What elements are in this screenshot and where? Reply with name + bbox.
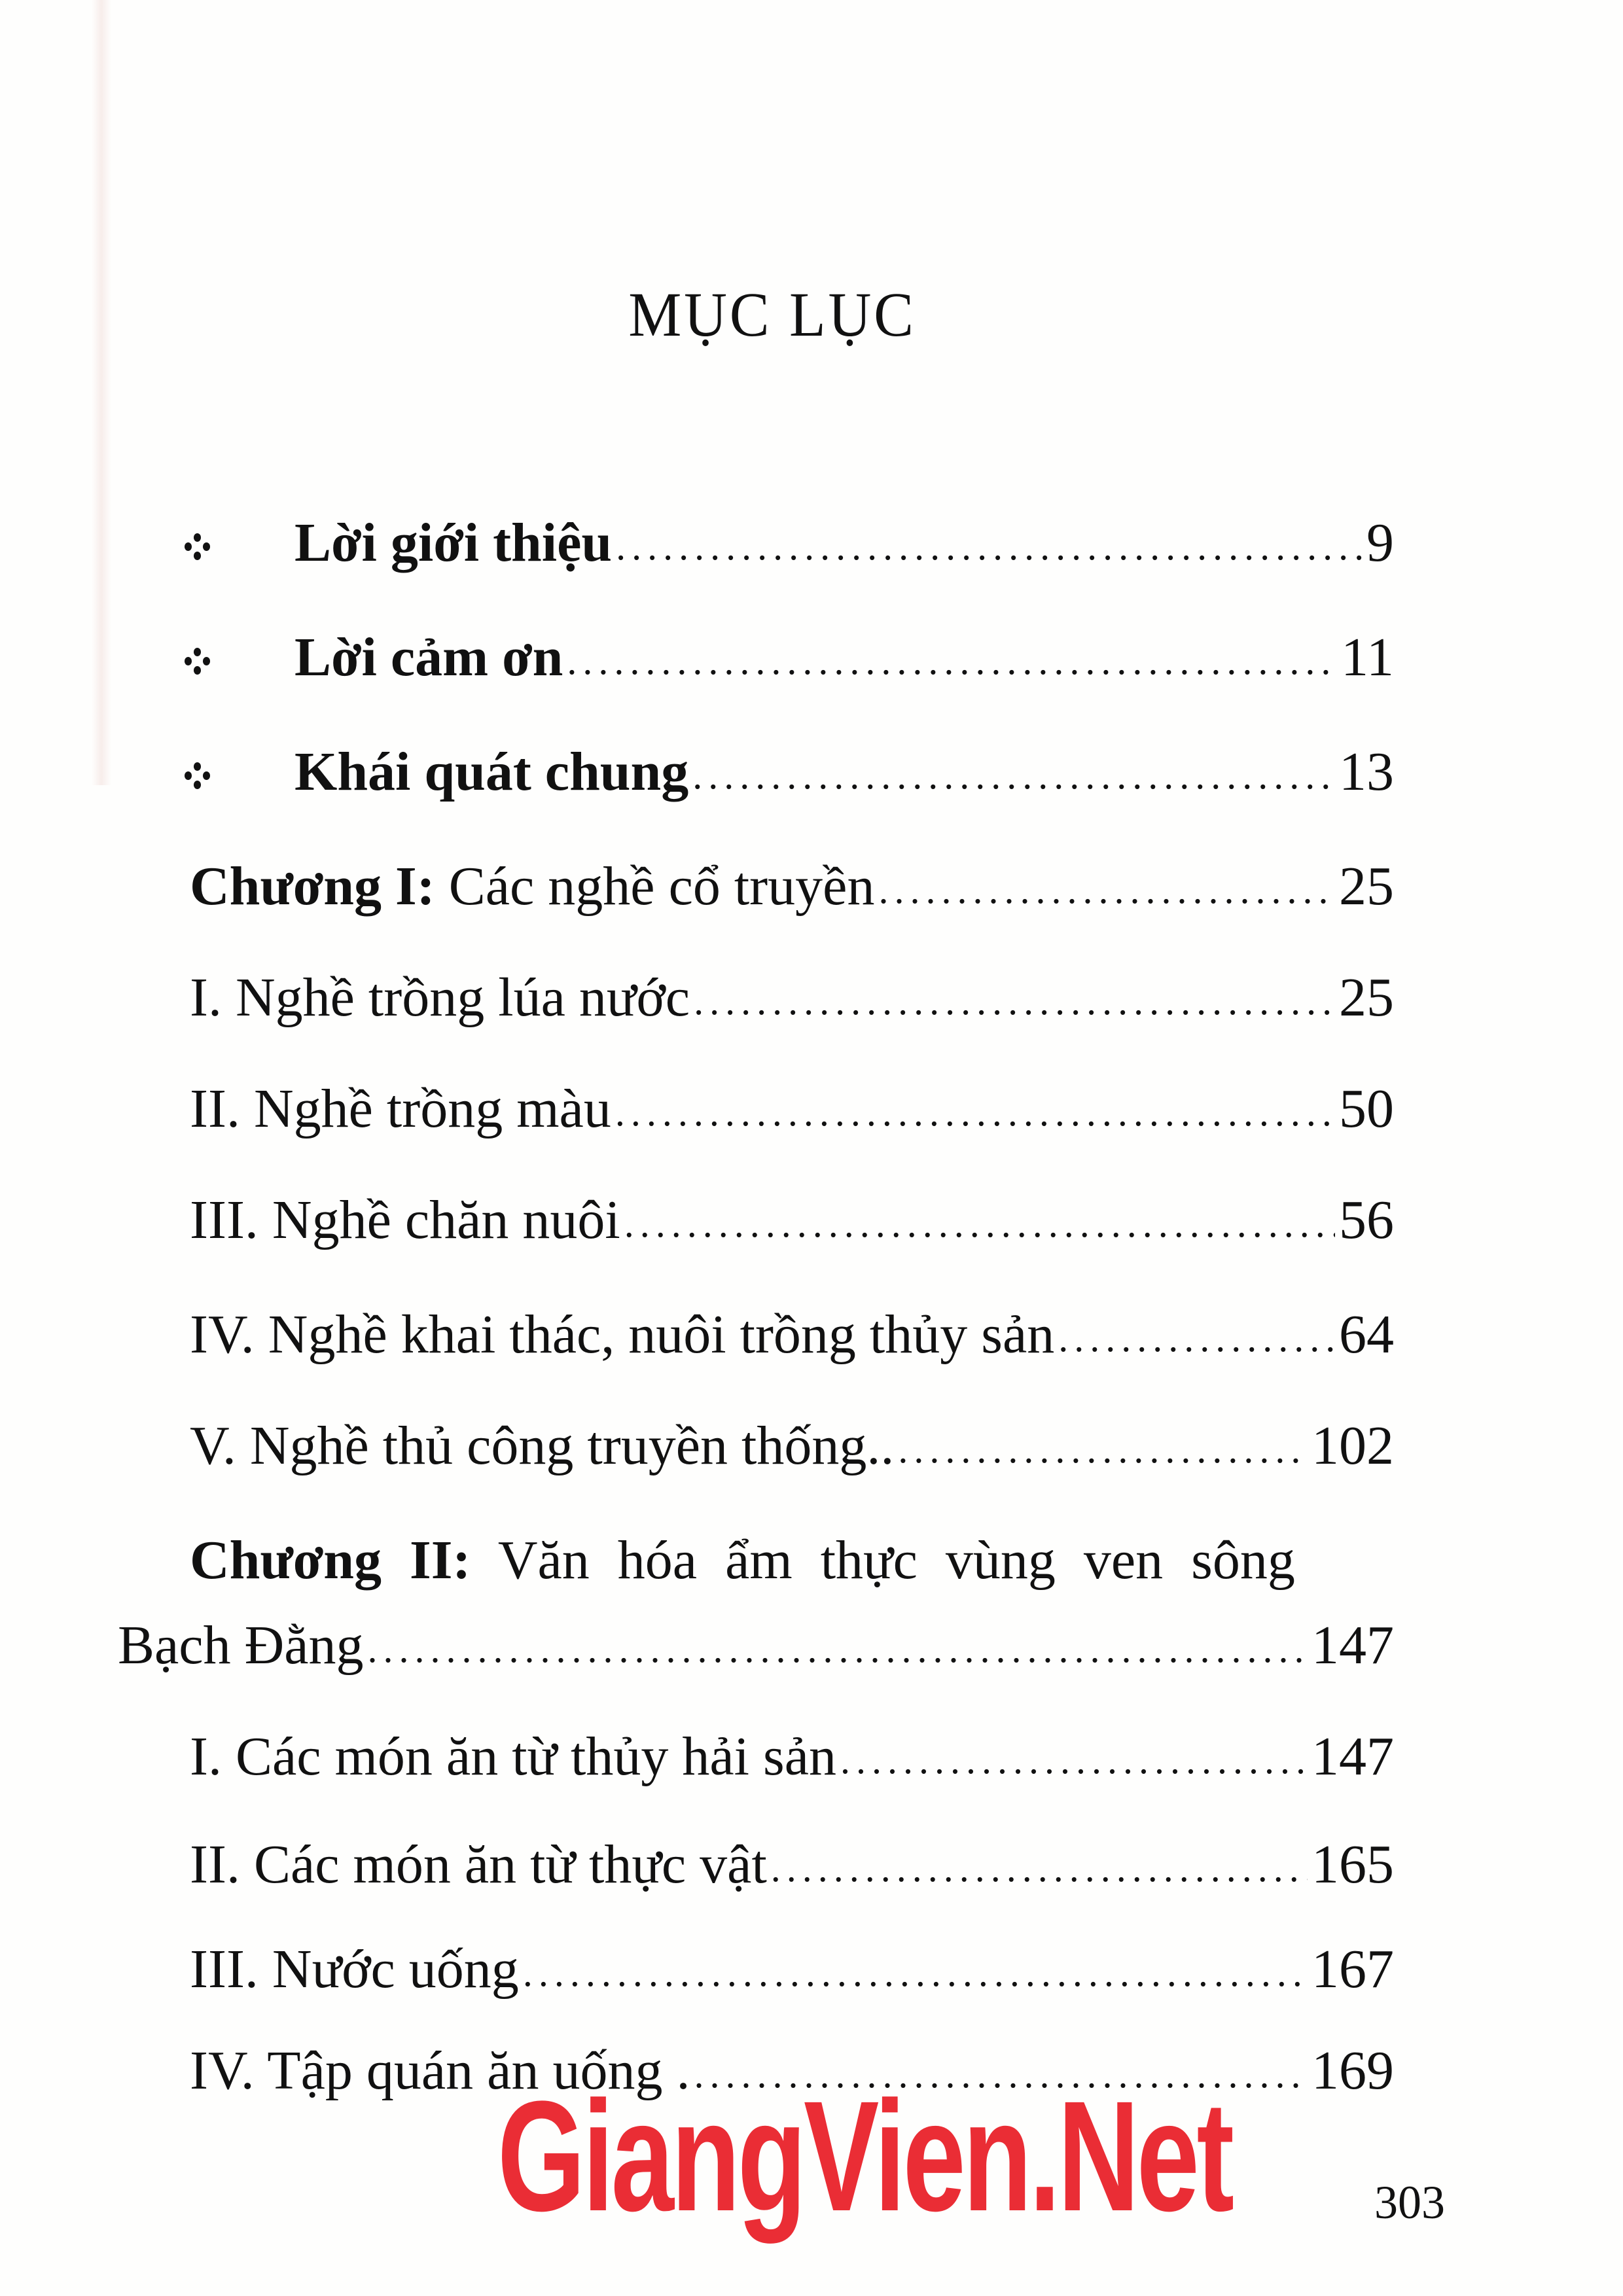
chapter-title: Các nghề cổ truyền bbox=[448, 856, 875, 917]
toc-chapter-2[interactable] bbox=[190, 1525, 1394, 1597]
page-title: MỤC LỤC bbox=[628, 279, 916, 349]
toc-section[interactable] bbox=[190, 1829, 1394, 1901]
chapter-title-continued: Bạch Đằng bbox=[118, 1615, 364, 1676]
toc-entry-page: 147 bbox=[1311, 1726, 1394, 1787]
page-number: 303 bbox=[1374, 2176, 1445, 2229]
dot-leader bbox=[567, 625, 1337, 697]
toc-chapter-2-continued[interactable] bbox=[118, 1610, 1394, 1682]
dot-leader bbox=[771, 1832, 1308, 1904]
toc-section[interactable] bbox=[190, 1721, 1394, 1793]
dot-leader bbox=[1058, 1302, 1335, 1374]
toc-entry-page: 25 bbox=[1339, 856, 1394, 917]
dot-leader bbox=[615, 1076, 1335, 1148]
toc-entry-page: 147 bbox=[1311, 1615, 1394, 1676]
toc-entry-page: 13 bbox=[1339, 741, 1394, 802]
toc-section-label: I. Các món ăn từ thủy hải sản bbox=[190, 1726, 836, 1787]
toc-entry-introduction[interactable] bbox=[190, 507, 1394, 579]
toc-section[interactable] bbox=[190, 1299, 1394, 1371]
toc-entry-page: 56 bbox=[1339, 1190, 1394, 1250]
toc-section-label: II. Nghề trồng màu bbox=[190, 1078, 611, 1139]
toc-entry-page: 169 bbox=[1311, 2040, 1394, 2101]
toc-entry-overview[interactable] bbox=[190, 736, 1394, 808]
toc-entry-page: 64 bbox=[1339, 1304, 1394, 1365]
toc-section-label: IV. Tập quán ăn uống . bbox=[190, 2040, 690, 2101]
dot-leader bbox=[694, 965, 1335, 1037]
toc-section[interactable] bbox=[190, 962, 1394, 1034]
dot-leader bbox=[898, 1413, 1308, 1485]
toc-chapter-1[interactable] bbox=[190, 851, 1394, 923]
toc-entry-page: 11 bbox=[1341, 627, 1394, 688]
toc-chapter-heading bbox=[190, 1525, 1295, 1597]
dot-leader bbox=[616, 510, 1363, 582]
toc-section[interactable] bbox=[190, 1410, 1394, 1482]
toc-chapter-heading bbox=[190, 851, 874, 923]
four-dot-diamond-bullet-icon bbox=[185, 533, 211, 559]
toc-entry-page: 102 bbox=[1311, 1415, 1394, 1476]
dot-leader bbox=[840, 1724, 1308, 1796]
toc-section-label: V. Nghề thủ công truyền thống.. bbox=[190, 1415, 895, 1476]
dot-leader bbox=[624, 1188, 1335, 1260]
toc-entry-label: Lời cảm ơn bbox=[294, 627, 563, 688]
toc-entry-page: 50 bbox=[1339, 1078, 1394, 1139]
toc-entry-acknowledgements[interactable] bbox=[190, 622, 1394, 694]
chapter-prefix: Chương II: bbox=[190, 1530, 471, 1591]
toc-section[interactable] bbox=[190, 1073, 1394, 1145]
toc-section-label: III. Nghề chăn nuôi bbox=[190, 1190, 620, 1250]
toc-entry-page: 25 bbox=[1339, 967, 1394, 1028]
toc-entry-label: Khái quát chung bbox=[294, 741, 689, 802]
toc-entry-label: Lời giới thiệu bbox=[294, 512, 613, 573]
dot-leader bbox=[878, 854, 1335, 926]
toc-entry-page: 167 bbox=[1311, 1939, 1394, 2000]
dot-leader bbox=[368, 1613, 1308, 1685]
toc-entry-page: 165 bbox=[1311, 1834, 1394, 1895]
four-dot-diamond-bullet-icon bbox=[185, 648, 211, 674]
four-dot-diamond-bullet-icon bbox=[185, 762, 211, 788]
watermark-logo: GiangVien.Net bbox=[497, 2068, 1232, 2244]
dot-leader bbox=[692, 739, 1335, 811]
toc-section-label: I. Nghề trồng lúa nước bbox=[190, 967, 690, 1028]
chapter-title: Văn hóa ẩm thực vùng ven sông bbox=[497, 1530, 1295, 1591]
page-edge-shadow bbox=[92, 0, 111, 785]
dot-leader bbox=[523, 1937, 1308, 2009]
toc-section-label: III. Nước uống bbox=[190, 1939, 519, 2000]
toc-section-label: IV. Nghề khai thác, nuôi trồng thủy sản bbox=[190, 1304, 1055, 1365]
chapter-prefix: Chương I: bbox=[190, 856, 435, 917]
toc-section[interactable] bbox=[190, 1934, 1394, 2005]
toc-section[interactable] bbox=[190, 1184, 1394, 1256]
toc-section-label: II. Các món ăn từ thực vật bbox=[190, 1834, 767, 1895]
toc-entry-page: 9 bbox=[1366, 512, 1394, 573]
